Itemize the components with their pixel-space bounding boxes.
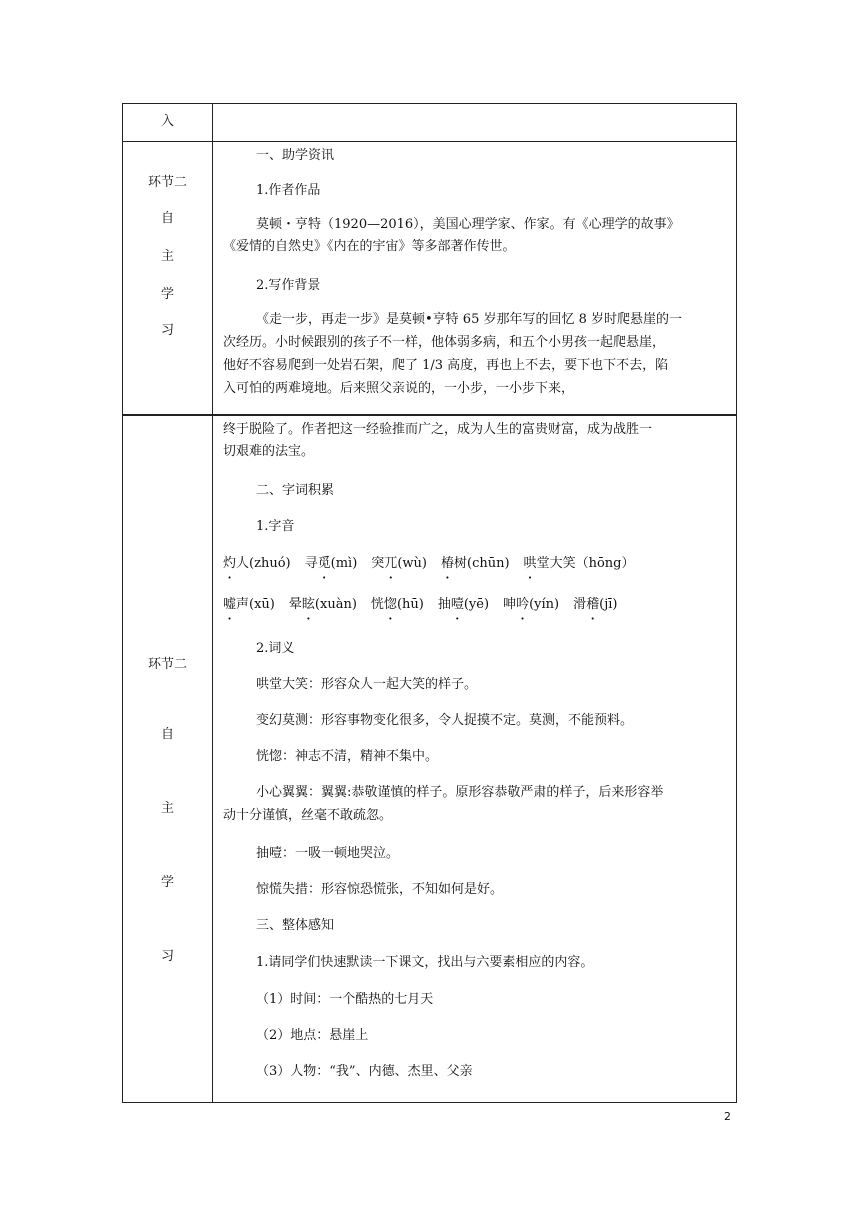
meaning-line: 抽噎：一吸一顿地哭泣。 [256,846,400,861]
row-content [213,415,736,1102]
meaning-line: 动十分谨慎，丝毫不敢疏忽。 [223,808,393,823]
pronunciation-row-2 [223,596,728,614]
table-row [123,142,736,415]
pronunciation-item: 椿树(chūn) [440,556,510,571]
pronunciation-item: 抽噎(yē) [437,597,490,612]
meaning-line: 变幻莫测：形容事物变化很多，令人捉摸不定。莫测，不能预料。 [256,713,634,728]
pinyin: (yē) [463,597,490,612]
lesson-table-bottom [122,414,737,1103]
pronunciation-item: 恍惚(hū) [370,597,424,612]
pronunciation-item: 突兀(wù) [371,556,427,571]
element-line: （1）时间：一个酷热的七月天 [256,992,434,1007]
label-text: 主 [160,249,174,264]
text-line: 入可怕的两难境地。后来照父亲说的，一小步，一小步下来， [223,381,575,396]
row-label [123,104,213,141]
section-heading: 一、助学资讯 [256,148,335,163]
meaning-line: 恍惚：神志不清，精神不集中。 [256,749,439,764]
page-number: 2 [724,1110,731,1123]
meaning-line: 惊慌失措：形容惊恐慌张，不知如何是好。 [256,882,504,897]
text-line: 终于脱险了。作者把这一经验推而广之，成为人生的富贵财富，成为战胜一 [223,422,653,437]
text-line: 他好不容易爬到一处岩石架，爬了 1/3 高度，再也上不去，要下也下不去，陷 [223,358,669,373]
item-heading: 2.词义 [256,641,295,656]
pronunciation-item: 滑稽(jī) [573,597,618,612]
section-heading: 三、整体感知 [256,918,335,933]
pronunciation-item: 灼人(zhuó) [223,556,291,571]
pronunciation-item: 嘘声(xū) [223,597,275,612]
item-heading: 2.写作背景 [256,278,321,293]
element-line: （2）地点：悬崖上 [256,1028,369,1043]
pronunciation-item: 哄堂大笑（hōng） [523,556,635,571]
label-text: 环节二 [147,175,187,190]
text-line: 莫顿・亨特（1920—2016），美国心理学家、作家。有《心理学的故事》 [256,217,680,232]
row-label [123,142,213,415]
row-content [213,142,736,415]
pinyin: (jī) [599,597,618,612]
label-text: 主 [160,801,174,816]
table-row [123,415,736,1102]
pronunciation-row-1 [223,555,728,573]
table-row [123,104,736,142]
label-text: 学 [160,287,174,302]
text-line: 次经历。小时候跟别的孩子不一样，他体弱多病，和五个小男孩一起爬悬崖， [223,335,666,350]
meaning-line: 小心翼翼：翼翼:恭敬谨慎的样子。原形容恭敬严肃的样子，后来形容举 [256,785,664,800]
pronunciation-item: 晕眩(xuàn) [288,597,357,612]
pinyin: (mì) [330,556,358,571]
label-text: 自 [160,211,174,226]
label-text: 习 [160,323,174,338]
label-text: 环节二 [147,657,187,672]
element-line: （3）人物：“我”、内德、杰里、父亲 [256,1064,473,1079]
pinyin: (xuàn) [314,597,357,612]
label-text: 学 [160,875,174,890]
text-line: 《爱情的自然史》《内在的宇宙》等多部著作传世。 [223,239,516,254]
label-text: 习 [160,949,174,964]
label-text: 入 [160,114,174,129]
row-content [213,104,736,141]
pinyin: (yín) [529,597,560,612]
text-line: 切艰难的法宝。 [223,444,315,459]
pinyin: (wù) [397,556,427,571]
pinyin: (chūn) [467,556,510,571]
pronunciation-item: 呻吟(yín) [503,597,560,612]
text-line: 《走一步，再走一步》是莫顿•亨特 65 岁那年写的回忆 8 岁时爬悬崖的一 [256,312,683,327]
section-heading: 二、字词积累 [256,483,335,498]
item-heading: 1.字音 [256,519,295,534]
label-text: 自 [160,727,174,742]
row-label [123,415,213,1102]
lesson-table-top [122,103,737,416]
task-line: 1.请同学们快速默读一下课文，找出与六要素相应的内容。 [256,955,594,970]
pronunciation-item: 寻觅(mì) [304,556,358,571]
meaning-line: 哄堂大笑：形容众人一起大笑的样子。 [256,677,478,692]
item-heading: 1.作者作品 [256,183,321,198]
pinyin: (zhuó) [249,556,291,571]
pinyin: (hū) [396,597,424,612]
pinyin: (xū) [249,597,275,612]
pinyin: （hōng） [575,556,635,571]
